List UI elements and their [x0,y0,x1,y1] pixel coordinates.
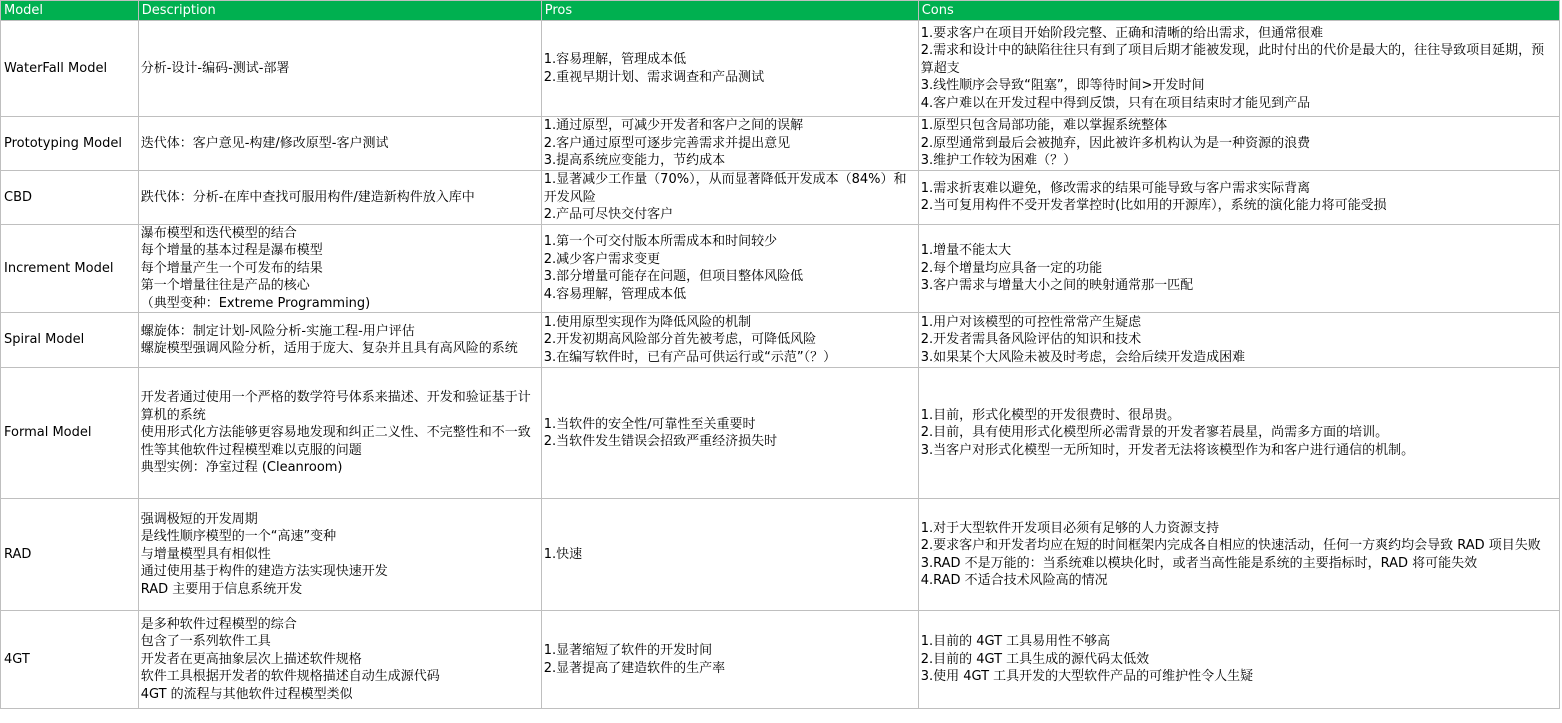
header-row [1,1,1560,21]
pros-cell[interactable] [541,499,918,611]
table-row [1,171,1560,225]
header-pros[interactable]: Pros [541,1,918,21]
description-line: 使用形式化方法能够更容易地发现和纠正二义性、不完整性和不一致性等其他软件过程模型难以克服的问题 [140,425,531,458]
description-cell[interactable] [138,499,541,611]
cons-line: 2.每个增量均应具备一定的功能 [920,260,1103,276]
cons-line: 1.需求折衷难以避免，修改需求的结果可能导致与客户需求实际背离 [920,180,1311,196]
description-line: 与增量模型具有相似性 [140,546,271,562]
description-cell[interactable] [138,21,541,117]
cons-line: 2.需求和设计中的缺陷往往只有到了项目后期才能被发现，此时付出的代价是最大的，往往导致项目延期，预算超支 [920,43,1545,76]
pros-cell[interactable] [541,224,918,313]
description-line: （典型变种：Extreme Programming) [140,295,371,311]
pros-line: 2.客户通过原型可逐步完善需求并提出意见 [543,135,791,151]
header-cons[interactable]: Cons [918,1,1559,21]
description-line: 软件工具根据开发者的软件规格描述自动生成源代码 [140,669,440,685]
description-cell[interactable] [138,171,541,225]
cons-line: 3.RAD 不是万能的：当系统难以模块化时，或者当高性能是系统的主要指标时，RAD 将可能失效 [920,555,1478,571]
header-description[interactable]: Description [138,1,541,21]
cons-line: 3.如果某个大风险未被及时考虑，会给后续开发造成困难 [920,349,1246,365]
cons-line: 1.用户对该模型的可控性常常产生疑虑 [920,314,1142,330]
pros-line: 1.第一个可交付版本所需成本和时间较少 [543,234,778,250]
header-model[interactable]: Model [1,1,139,21]
description-cell[interactable] [138,117,541,171]
cons-cell[interactable] [918,171,1559,225]
cons-line: 2.要求客户和开发者均应在短的时间框架内完成各自相应的快速活动，任何一方爽约均会导致 RAD 项目失败 [920,538,1541,553]
pros-line: 2.重视早期计划、需求调查和产品测试 [543,69,765,85]
description-line: 迭代体：客户意见-构建/修改原型-客户测试 [140,135,389,151]
pros-line: 1.使用原型实现作为降低风险的机制 [543,314,752,330]
pros-cell[interactable] [541,368,918,499]
cons-line: 1.要求客户在项目开始阶段完整、正确和清晰的给出需求，但通常很难 [920,25,1324,41]
pros-line: 2.减少客户需求变更 [543,251,661,267]
cons-line: 2.当可复用构件不受开发者掌控时(比如用的开源库），系统的演化能力将可能受损 [920,198,1387,214]
cons-line: 2.开发者需具备风险评估的知识和技术 [920,332,1142,348]
description-line: 螺旋模型强调风险分析，适用于庞大、复杂并且具有高风险的系统 [140,341,518,356]
description-cell[interactable] [138,368,541,499]
description-line: 是线性顺序模型的一个“高速”变种 [140,529,337,545]
description-line: 典型实例：净室过程 (Cleanroom) [140,460,343,476]
pros-line: 2.开发初期高风险部分首先被考虑，可降低风险 [543,332,817,348]
description-line: 分析-设计-编码-测试-部署 [140,60,290,76]
description-line: 开发者在更高抽象层次上描述软件规格 [140,651,362,667]
pros-cell[interactable] [541,117,918,171]
cons-cell[interactable] [918,313,1559,368]
model-cell[interactable]: WaterFall Model [1,21,139,117]
table-row [1,313,1560,368]
table-row [1,117,1560,171]
description-line: 跌代体：分析-在库中查找可服用构件/建造新构件放入库中 [140,189,475,205]
pros-line: 2.显著提高了建造软件的生产率 [543,660,726,676]
description-line: 强调极短的开发周期 [140,511,258,527]
table-row [1,224,1560,313]
description-line: 每个增量的基本过程是瀑布模型 [140,243,323,258]
cons-line: 1.增量不能太大 [920,243,1012,258]
cons-line: 1.原型只包含局部功能，难以掌握系统整体 [920,118,1168,134]
pros-line: 4.容易理解，管理成本低 [543,286,687,302]
cons-line: 2.原型通常到最后会被抛弃，因此被许多机构认为是一种资源的浪费 [920,135,1311,151]
cons-cell[interactable] [918,21,1559,117]
model-cell[interactable]: 4GT [1,611,139,709]
cons-line: 4.RAD 不适合技术风险高的情况 [920,573,1108,588]
description-line: 通过使用基于构件的建造方法实现快速开发 [140,564,388,580]
pros-line: 1.当软件的安全性/可靠性至关重要时 [543,416,756,432]
description-line: 开发者通过使用一个严格的数学符号体系来描述、开发和验证基于计算机的系统 [140,390,531,423]
cons-cell[interactable] [918,368,1559,499]
cons-line: 2.目前，具有使用形式化模型所必需背景的开发者寥若晨星，尚需多方面的培训。 [920,425,1389,441]
pros-line: 3.在编写软件时，已有产品可供运行或“示范”（？） [543,349,837,365]
description-line: 是多种软件过程模型的综合 [140,616,297,632]
model-cell[interactable]: Spiral Model [1,313,139,368]
description-line: 每个增量产生一个可发布的结果 [140,260,323,276]
cons-cell[interactable] [918,224,1559,313]
cons-line: 3.客户需求与增量大小之间的映射通常那一匹配 [920,278,1194,293]
cons-line: 1.目前的 4GT 工具易用性不够高 [920,634,1111,650]
cons-line: 3.当客户对形式化模型一无所知时，开发者无法将该模型作为和客户进行通信的机制。 [920,442,1415,458]
description-line: 瀑布模型和迭代模型的结合 [140,225,297,241]
cons-line: 3.维护工作较为困难（？） [920,153,1077,169]
cons-cell[interactable] [918,499,1559,611]
table-row [1,499,1560,611]
description-line: 螺旋体：制定计划-风险分析-实施工程-用户评估 [140,323,415,339]
description-cell[interactable] [138,224,541,313]
pros-line: 2.产品可尽快交付客户 [543,207,674,222]
pros-cell[interactable] [541,21,918,117]
cons-line: 2.目前的 4GT 工具生成的源代码太低效 [920,651,1150,667]
description-cell[interactable] [138,611,541,709]
cons-line: 3.线性顺序会导致“阻塞”，即等待时间>开发时间 [920,78,1205,94]
cons-line: 3.使用 4GT 工具开发的大型软件产品的可维护性令人生疑 [920,669,1254,685]
pros-cell[interactable] [541,313,918,368]
model-cell[interactable]: RAD [1,499,139,611]
description-line: 第一个增量往往是产品的核心 [140,278,310,293]
cons-line: 4.客户难以在开发过程中得到反馈，只有在项目结束时才能见到产品 [920,95,1311,111]
pros-cell[interactable] [541,171,918,225]
pros-cell[interactable] [541,611,918,709]
model-cell[interactable]: Formal Model [1,368,139,499]
description-line: RAD 主要用于信息系统开发 [140,581,303,597]
pros-line: 1.显著缩短了软件的开发时间 [543,643,713,658]
pros-line: 1.通过原型，可减少开发者和客户之间的误解 [543,118,804,134]
table-row [1,611,1560,709]
cons-line: 1.目前，形式化模型的开发很费时、很昂贵。 [920,407,1181,423]
description-line: 包含了一系列软件工具 [140,634,271,650]
pros-line: 1.快速 [543,546,583,562]
cons-cell[interactable] [918,117,1559,171]
description-cell[interactable] [138,313,541,368]
table-row [1,21,1560,117]
cons-line: 1.对于大型软件开发项目必须有足够的人力资源支持 [920,520,1220,536]
cons-cell[interactable] [918,611,1559,709]
pros-line: 2.当软件发生错误会招致严重经济损失时 [543,434,778,449]
pros-line: 3.部分增量可能存在问题，但项目整体风险低 [543,269,804,285]
pros-line: 3.提高系统应变能力，节约成本 [543,153,726,169]
pros-line: 1.容易理解，管理成本低 [543,52,687,67]
pros-line: 1.显著减少工作量（70%），从而显著降低开发成本（84%）和开发风险 [543,172,907,205]
table-row [1,368,1560,499]
model-cell[interactable]: CBD [1,171,139,225]
model-cell[interactable]: Prototyping Model [1,117,139,171]
model-cell[interactable]: Increment Model [1,224,139,313]
description-line: 4GT 的流程与其他软件过程模型类似 [140,686,353,702]
